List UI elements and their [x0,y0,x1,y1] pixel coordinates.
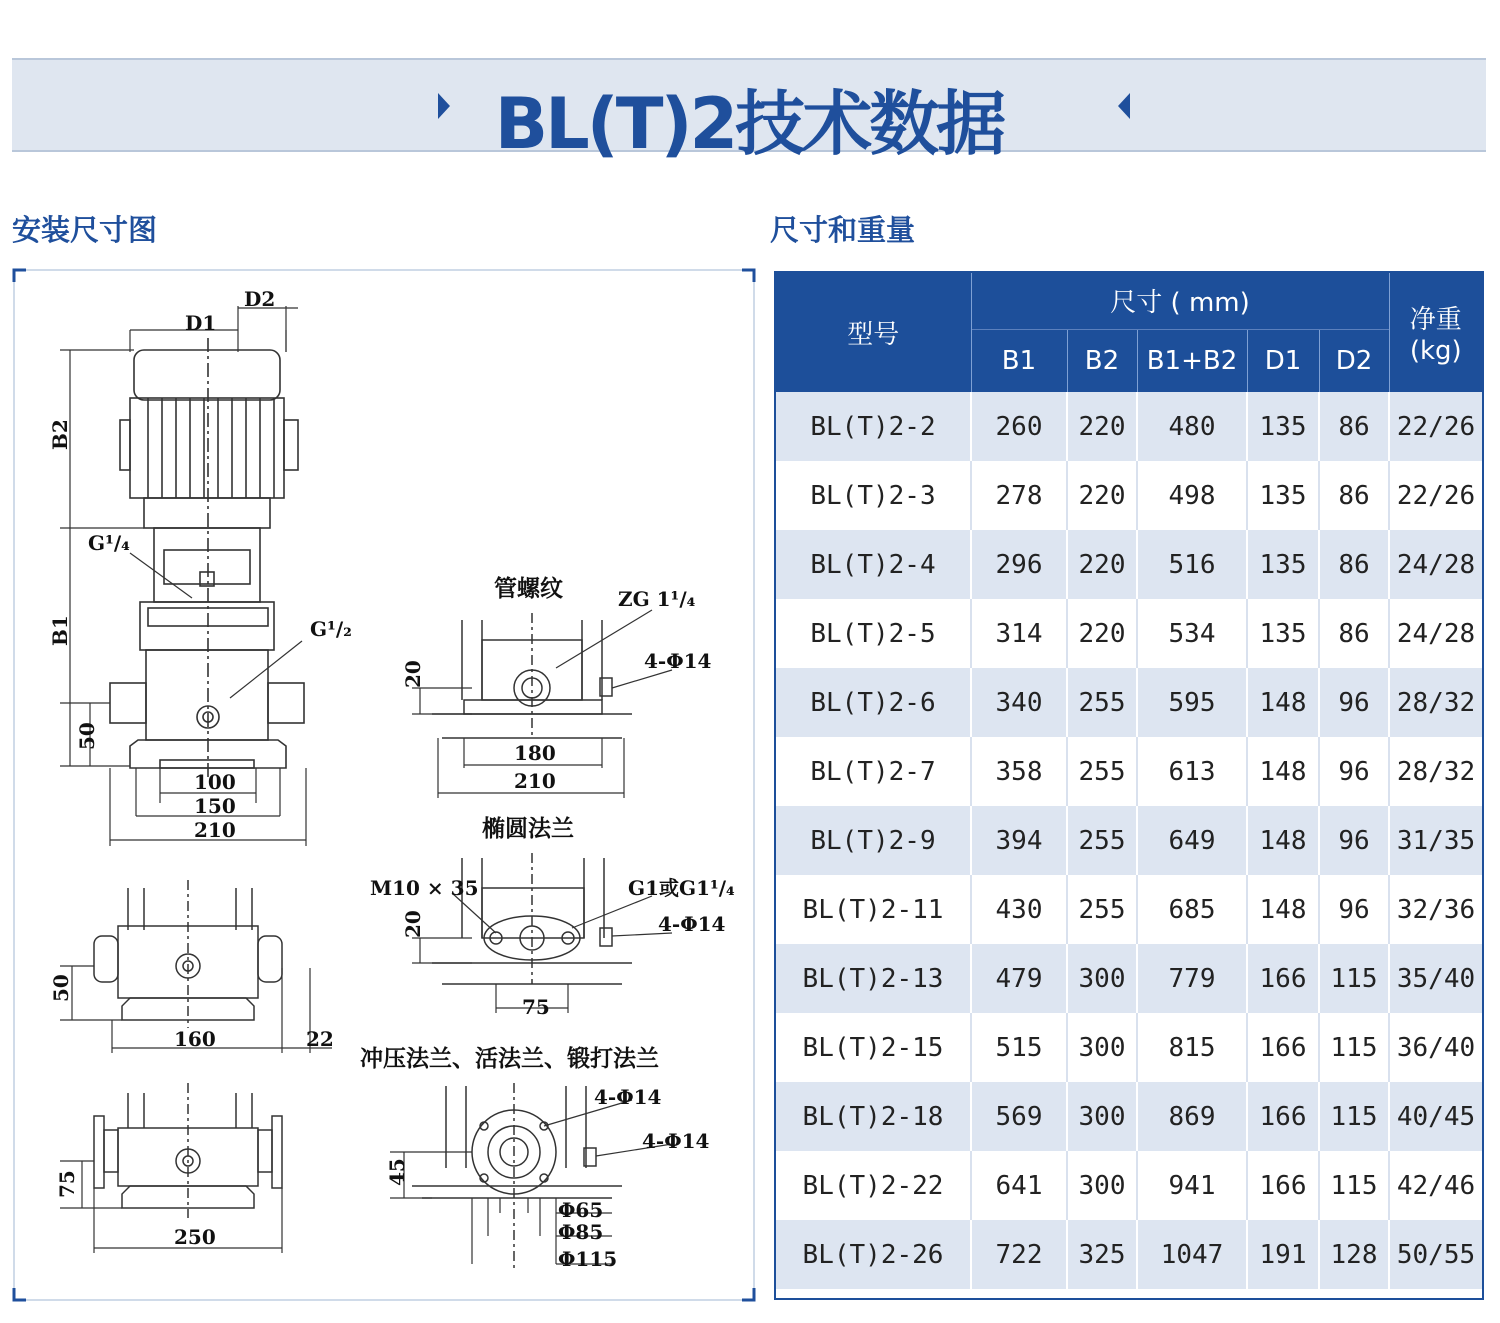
value-cell: 685 [1137,875,1247,944]
table-row [776,737,1482,806]
value-cell: 220 [1067,461,1137,530]
value-cell: 36/40 [1389,1013,1482,1082]
model-cell: BL(T)2-11 [776,875,971,944]
value-cell: 24/28 [1389,599,1482,668]
table-row [776,461,1482,530]
caption-round-flange: 冲压法兰、活法兰、锻打法兰 [360,1045,659,1072]
header-d1: D1 [1247,329,1319,392]
model-cell: BL(T)2-15 [776,1013,971,1082]
value-cell: 641 [971,1151,1067,1220]
label-height-50: 50 [75,722,99,750]
table-row [776,1220,1482,1289]
value-cell: 255 [1067,668,1137,737]
value-cell: 148 [1247,668,1319,737]
table-row [776,875,1482,944]
value-cell: 115 [1319,1151,1389,1220]
table-body [776,392,1482,1289]
value-cell: 191 [1247,1220,1319,1289]
header-model: 型号 [776,273,971,392]
value-cell: 815 [1137,1013,1247,1082]
value-cell: 40/45 [1389,1082,1482,1151]
label-b1: B1 [48,615,72,646]
installation-drawing-panel [12,268,756,1302]
value-cell: 358 [971,737,1067,806]
caption-pipe-thread: 管螺纹 [494,575,563,602]
value-cell: 96 [1319,875,1389,944]
label-width-100: 100 [194,770,236,794]
model-cell: BL(T)2-5 [776,599,971,668]
value-cell: 50/55 [1389,1220,1482,1289]
label-diameter-85: Φ85 [558,1220,604,1244]
header-weight-label: 净重 [1409,305,1462,335]
label-pipe-holes: 4-Φ14 [644,649,712,673]
label-side-height-50: 50 [49,974,73,1002]
value-cell: 534 [1137,599,1247,668]
pump-side-view [94,880,282,1028]
value-cell: 32/36 [1389,875,1482,944]
label-oval-height-20: 20 [401,910,425,938]
value-cell: 86 [1319,392,1389,461]
label-g12: G¹/₂ [310,617,352,641]
label-round-height-45: 45 [385,1158,409,1186]
value-cell: 300 [1067,1013,1137,1082]
value-cell: 24/28 [1389,530,1482,599]
round-flange-dim-lines [390,1100,672,1264]
value-cell: 115 [1319,944,1389,1013]
table-row [776,1082,1482,1151]
model-cell: BL(T)2-4 [776,530,971,599]
value-cell: 220 [1067,599,1137,668]
value-cell: 35/40 [1389,944,1482,1013]
model-cell: BL(T)2-22 [776,1151,971,1220]
label-pipe-height-20: 20 [401,660,425,688]
label-pipe-width-180: 180 [514,741,556,765]
value-cell: 28/32 [1389,737,1482,806]
header-b1-b2: B1+B2 [1137,329,1247,392]
value-cell: 300 [1067,1151,1137,1220]
value-cell: 148 [1247,806,1319,875]
oval-flange-view [432,853,632,984]
value-cell: 569 [971,1082,1067,1151]
table-row [776,599,1482,668]
header-d2: D2 [1319,329,1389,392]
value-cell: 166 [1247,944,1319,1013]
value-cell: 430 [971,875,1067,944]
value-cell: 22/26 [1389,392,1482,461]
model-cell: BL(T)2-7 [776,737,971,806]
value-cell: 296 [971,530,1067,599]
value-cell: 260 [971,392,1067,461]
value-cell: 115 [1319,1013,1389,1082]
value-cell: 515 [971,1013,1067,1082]
value-cell: 516 [1137,530,1247,599]
value-cell: 135 [1247,461,1319,530]
value-cell: 166 [1247,1151,1319,1220]
value-cell: 96 [1319,737,1389,806]
value-cell: 135 [1247,530,1319,599]
value-cell: 148 [1247,737,1319,806]
value-cell: 86 [1319,530,1389,599]
label-pipe-width-210: 210 [514,769,556,793]
value-cell: 220 [1067,530,1137,599]
label-width-210: 210 [194,818,236,842]
value-cell: 480 [1137,392,1247,461]
model-cell: BL(T)2-26 [776,1220,971,1289]
header-dimensions: 尺寸 ( mm) [971,273,1389,329]
value-cell: 300 [1067,1082,1137,1151]
pipe-thread-view [432,613,632,738]
value-cell: 613 [1137,737,1247,806]
dimensions-table [776,273,1482,1289]
value-cell: 255 [1067,806,1137,875]
value-cell: 220 [1067,392,1137,461]
value-cell: 779 [1137,944,1247,1013]
table-row [776,944,1482,1013]
value-cell: 148 [1247,875,1319,944]
label-width-150: 150 [194,794,236,818]
value-cell: 340 [971,668,1067,737]
label-oval-holes: 4-Φ14 [658,912,726,936]
value-cell: 115 [1319,1082,1389,1151]
label-diameter-115: Φ115 [558,1247,618,1271]
value-cell: 96 [1319,668,1389,737]
model-cell: BL(T)2-9 [776,806,971,875]
pump-flange-side-view [94,1083,282,1218]
value-cell: 31/35 [1389,806,1482,875]
value-cell: 941 [1137,1151,1247,1220]
label-zg: ZG 1¹/₄ [618,587,696,611]
model-cell: BL(T)2-2 [776,392,971,461]
header-weight [1389,273,1482,392]
model-cell: BL(T)2-3 [776,461,971,530]
label-d1: D1 [185,311,217,335]
label-side-width-22: 22 [306,1027,334,1051]
value-cell: 86 [1319,599,1389,668]
label-thread: G1或G1¹/₄ [628,876,735,900]
page-title: BL(T)2技术数据 [494,83,1004,165]
value-cell: 42/46 [1389,1151,1482,1220]
title-banner [12,58,1486,165]
value-cell: 166 [1247,1013,1319,1082]
value-cell: 722 [971,1220,1067,1289]
dimensions-table-container [774,271,1484,1300]
triangle-left-icon [1118,93,1130,119]
value-cell: 394 [971,806,1067,875]
label-b2: B2 [48,419,72,450]
table-row [776,1151,1482,1220]
value-cell: 595 [1137,668,1247,737]
table-row [776,1013,1482,1082]
label-g14: G¹/₄ [88,531,130,555]
model-cell: BL(T)2-6 [776,668,971,737]
value-cell: 869 [1137,1082,1247,1151]
label-round-holes-a: 4-Φ14 [594,1085,662,1109]
model-cell: BL(T)2-13 [776,944,971,1013]
header-b1: B1 [971,329,1067,392]
value-cell: 255 [1067,875,1137,944]
label-flange-width-250: 250 [174,1225,216,1249]
value-cell: 325 [1067,1220,1137,1289]
value-cell: 128 [1319,1220,1389,1289]
value-cell: 166 [1247,1082,1319,1151]
label-oval-width-75: 75 [522,995,550,1019]
label-flange-height-75: 75 [55,1170,79,1198]
label-bolt: M10 × 35 [370,876,479,900]
label-side-width-160: 160 [174,1027,216,1051]
header-b2: B2 [1067,329,1137,392]
table-row [776,392,1482,461]
value-cell: 479 [971,944,1067,1013]
installation-drawing-title: 安装尺寸图 [12,213,158,247]
header-weight-unit: (kg) [1409,336,1462,366]
label-round-holes-b: 4-Φ14 [642,1129,710,1153]
value-cell: 135 [1247,599,1319,668]
value-cell: 22/26 [1389,461,1482,530]
installation-drawing [12,268,756,1302]
value-cell: 498 [1137,461,1247,530]
value-cell: 1047 [1137,1220,1247,1289]
value-cell: 314 [971,599,1067,668]
label-diameter-65: Φ65 [558,1198,604,1222]
table-row [776,668,1482,737]
value-cell: 649 [1137,806,1247,875]
value-cell: 28/32 [1389,668,1482,737]
main-dimension-lines [60,306,306,846]
value-cell: 300 [1067,944,1137,1013]
value-cell: 135 [1247,392,1319,461]
value-cell: 278 [971,461,1067,530]
value-cell: 255 [1067,737,1137,806]
label-d2: D2 [244,287,276,311]
caption-oval-flange: 椭圆法兰 [482,815,574,842]
value-cell: 96 [1319,806,1389,875]
dimensions-weight-title: 尺寸和重量 [770,213,916,247]
model-cell: BL(T)2-18 [776,1082,971,1151]
value-cell: 86 [1319,461,1389,530]
table-row [776,806,1482,875]
table-row [776,530,1482,599]
